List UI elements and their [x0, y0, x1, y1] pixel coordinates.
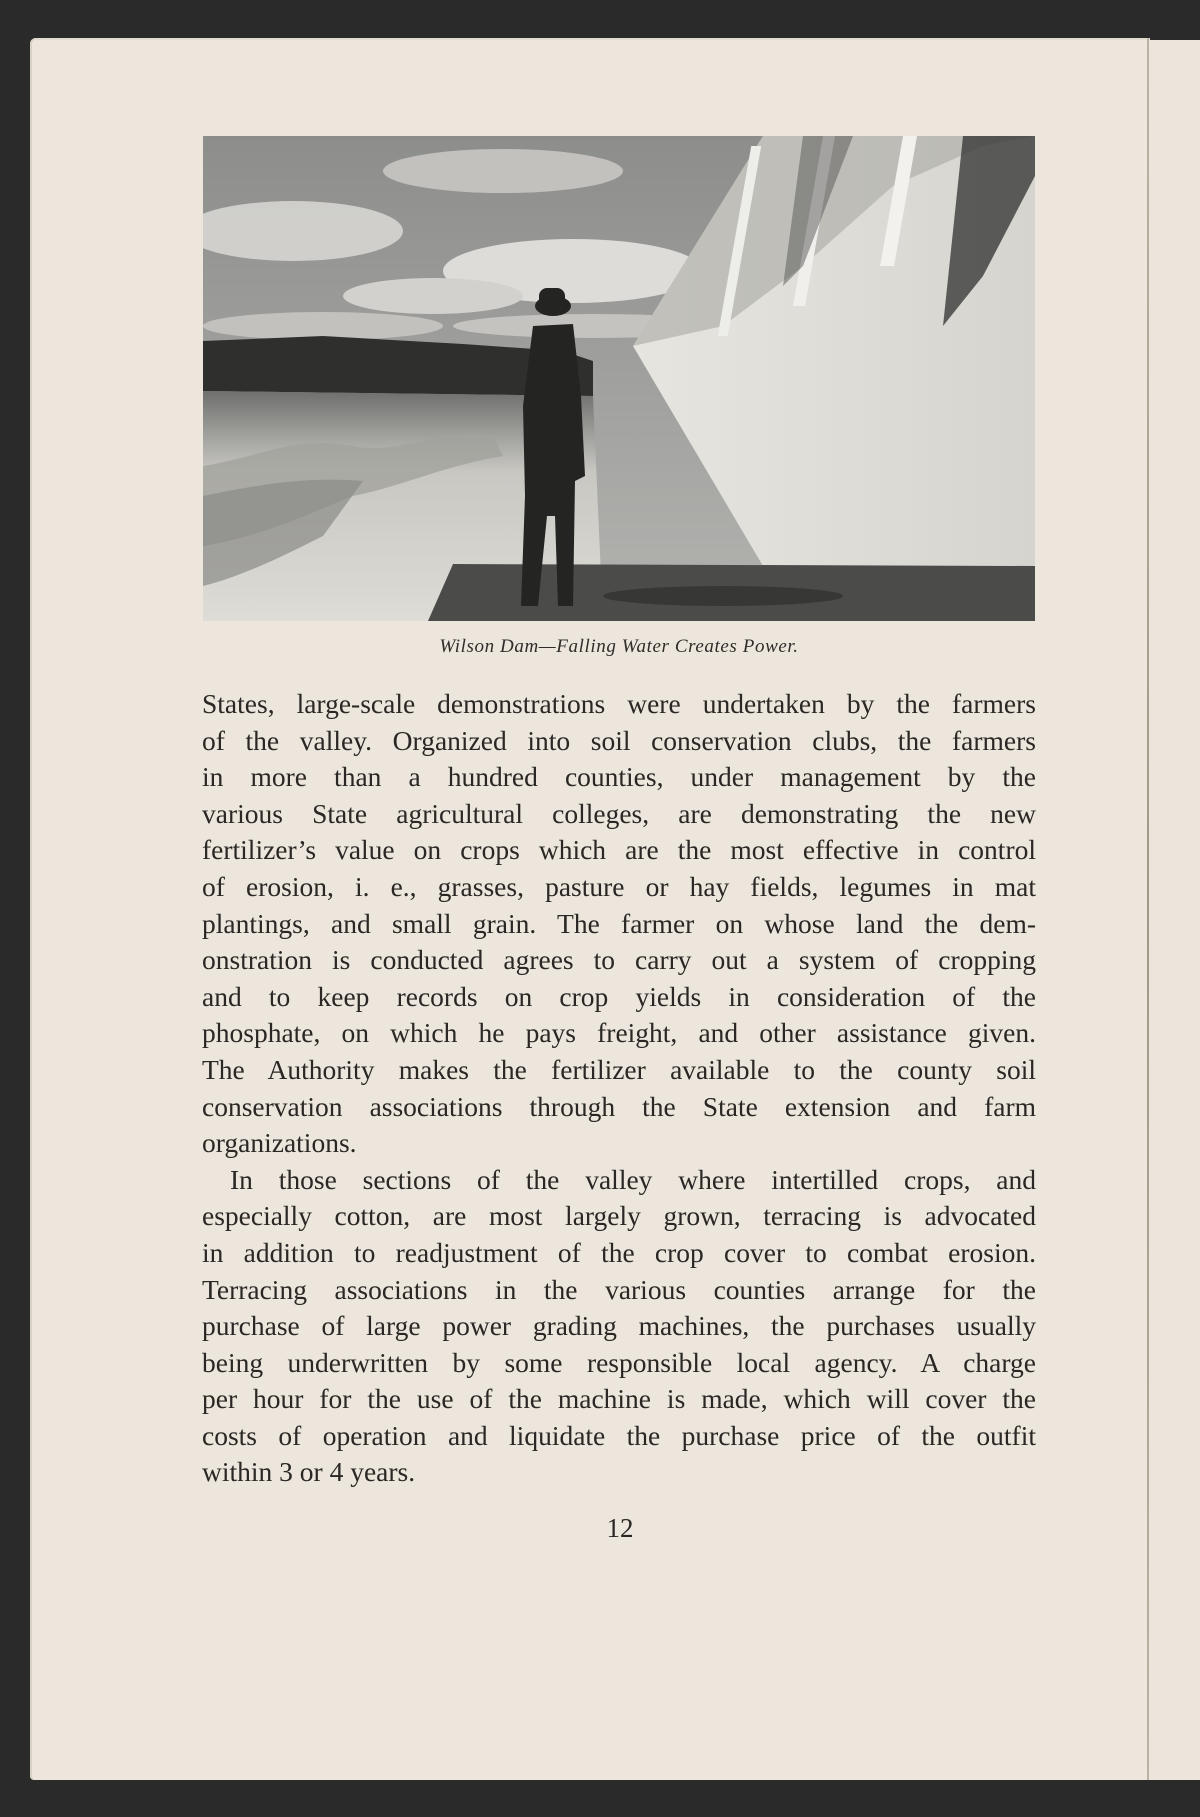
text-line: in addition to readjustment of the crop cover to combat erosion.: [202, 1236, 1036, 1268]
paragraph-1: [202, 686, 1036, 1162]
text-line: In those sections of the valley where intertilled crops, and: [230, 1163, 1036, 1195]
text-line: States, large-scale demonstrations were undertaken by the farmers: [202, 688, 1036, 719]
page-number: 12: [606, 1513, 634, 1543]
text-line: costs of operation and liquidate the purchase price of the outfit: [202, 1419, 1036, 1451]
text-line: plantings, and small grain. The farmer on whose land the dem-: [202, 907, 1036, 939]
text-line: and to keep records on crop yields in consideration of the: [202, 980, 1036, 1012]
text-line: organizations.: [202, 1127, 357, 1159]
dam-photo-illustration: [203, 136, 1035, 621]
text-line: phosphate, on which he pays freight, and other assistance given.: [202, 1017, 1036, 1049]
text-line: The Authority makes the fertilizer available to the county soil: [202, 1053, 1036, 1085]
facing-page-edge: [1149, 40, 1200, 1780]
text-line: in more than a hundred counties, under management by the: [202, 761, 1036, 793]
text-line: various State agricultural colleges, are demonstrating the new: [202, 797, 1036, 829]
text-line: being underwritten by some responsible local agency. A charge: [202, 1346, 1036, 1378]
paragraph-2: [202, 1162, 1036, 1491]
wilson-dam-photo: [203, 136, 1035, 621]
text-line: especially cotton, are most largely grown, terracing is advocated: [202, 1200, 1036, 1232]
text-line: of erosion, i. e., grasses, pasture or hay fields, legumes in mat: [202, 870, 1036, 902]
body-text: [202, 686, 1036, 1491]
text-line: conservation associations through the State extension and farm: [202, 1090, 1036, 1122]
text-line: fertilizer’s value on crops which are the most effective in control: [202, 834, 1036, 866]
text-line: Terracing associations in the various counties arrange for the: [202, 1273, 1036, 1305]
text-line: purchase of large power grading machines, the purchases usually: [202, 1310, 1036, 1342]
text-line: per hour for the use of the machine is made, which will cover the: [202, 1383, 1036, 1415]
text-line: onstration is conducted agrees to carry out a system of cropping: [202, 944, 1036, 976]
text-line: within 3 or 4 years.: [202, 1456, 416, 1488]
text-line: of the valley. Organized into soil conservation clubs, the farmers: [202, 724, 1036, 756]
photo-caption: Wilson Dam—Falling Water Creates Power.: [439, 636, 799, 657]
